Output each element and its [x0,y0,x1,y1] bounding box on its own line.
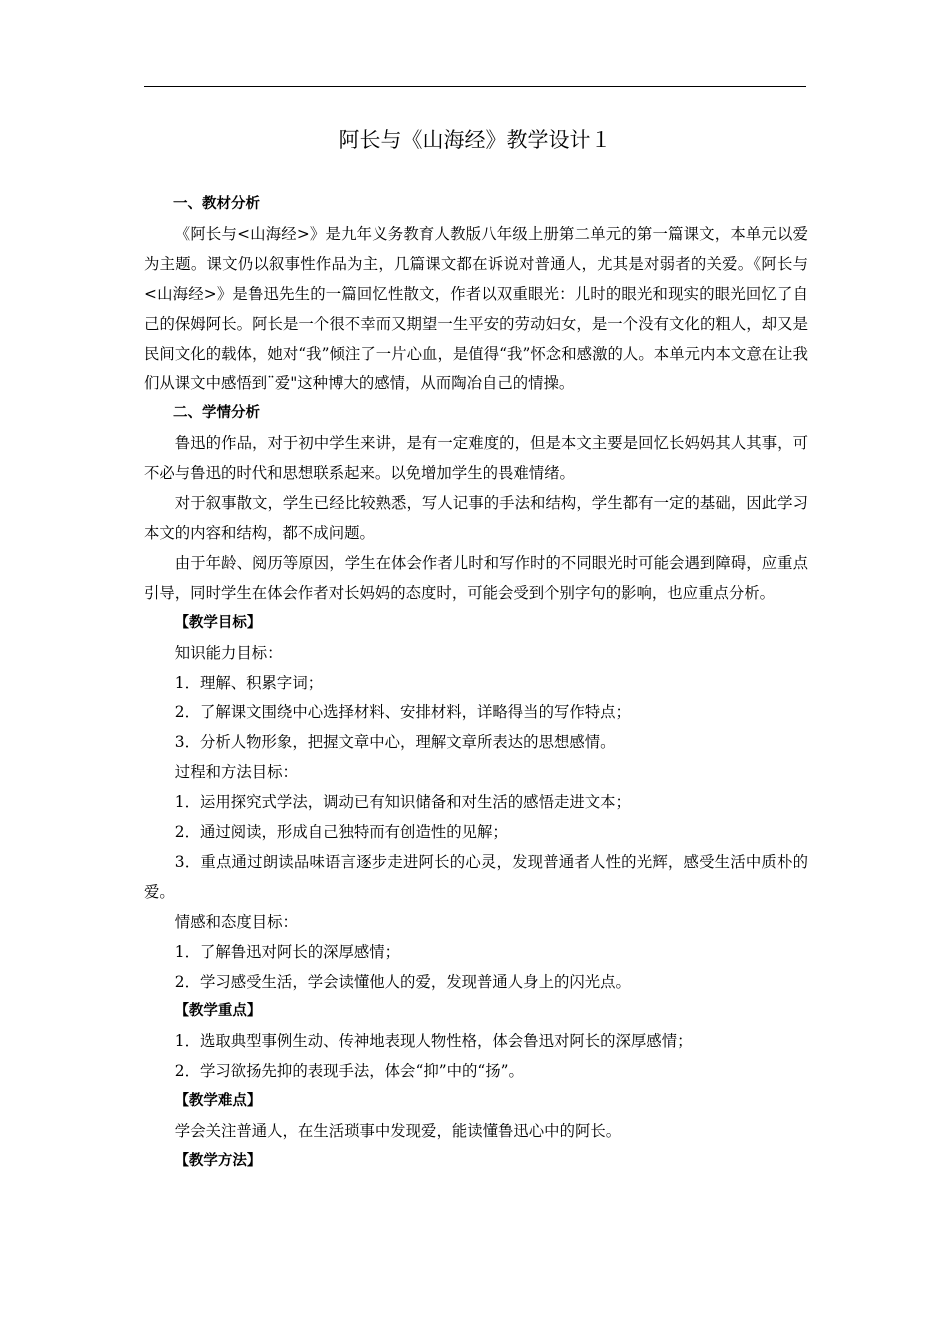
paragraph: 《阿长与<山海经>》是九年义务教育人教版八年级上册第二单元的第一篇课文，本单元以爱为主题。课文仍以叙事性作品为主，几篇课文都在诉说对普通人，尤其是对弱者的关爱。《阿长与<山海经>》是鲁迅先生的一篇回忆性散文，作者以双重眼光：儿时的眼光和现实的眼光回忆了自己的保姆阿长。阿长是一个很不幸而又期望一生平安的劳动妇女，是一个没有文化的粗人，却又是民间文化的载体，她对“我”倾注了一片心血，是值得“我”怀念和感激的人。本单元内本文意在让我们从课文中感悟到¨爱"这种博大的感情，从而陶冶自己的情操。 [144,224,808,393]
bracket-heading: 【教学方法】 [174,1153,262,1169]
header-rule [144,86,806,87]
document-body [144,190,808,1177]
list-item: 1．选取典型事例生动、传神地表现人物性格，体会鲁迅对阿长的深厚感情； [174,1032,693,1051]
paragraph: 过程和方法目标： [174,763,298,782]
list-item: 2．通过阅读，形成自己独特而有创造性的见解； [174,823,508,842]
paragraph: 学会关注普通人，在生活琐事中发现爱，能读懂鲁迅心中的阿长。 [174,1122,622,1141]
paragraph: 知识能力目标： [174,643,283,662]
list-item: 1．了解鲁迅对阿长的深厚感情； [174,942,401,961]
paragraph: 由于年龄、阅历等原因，学生在体会作者儿时和写作时的不同眼光时可能会遇到障碍，应重点引导，同时学生在体会作者对长妈妈的态度时，可能会受到个别字句的影响，也应重点分析。 [144,553,808,602]
bracket-heading: 【教学重点】 [174,1003,262,1020]
list-item: 2．了解课文围绕中心选择材料、安排材料，详略得当的写作特点； [174,703,631,722]
list-item: 2．学习感受生活，学会读懂他人的爱，发现普通人身上的闪光点。 [174,972,631,991]
paragraph: 鲁迅的作品，对于初中学生来讲，是有一定难度的，但是本文主要是回忆长妈妈其人其事，可不必与鲁迅的时代和思想联系起来。以免增加学生的畏难情绪。 [144,434,808,483]
paragraph: 对于叙事散文，学生已经比较熟悉，写人记事的手法和结构，学生都有一定的基础，因此学习本文的内容和结构，都不成问题。 [144,494,808,542]
list-item: 1．运用探究式学法，调动已有知识储备和对生活的感悟走进文本； [174,793,631,812]
section-heading: 二、学情分析 [173,405,260,422]
paragraph: 情感和态度目标： [174,912,298,931]
list-item: 3．分析人物形象，把握文章中心，理解文章所表达的思想感情。 [174,733,616,752]
list-item: 2．学习欲扬先抑的表现手法，体会“抑”中的“扬”。 [174,1062,524,1081]
list-item: 1．理解、积累字词； [174,673,324,692]
document-title: 阿长与《山海经》教学设计１ [338,128,612,152]
bracket-heading: 【教学难点】 [174,1093,262,1110]
section-heading: 一、教材分析 [173,196,260,212]
bracket-heading: 【教学目标】 [174,614,262,631]
list-item: 3．重点通过朗读品味语言逐步走进阿长的心灵，发现普通者人性的光辉，感受生活中质朴的爱。 [144,852,808,901]
